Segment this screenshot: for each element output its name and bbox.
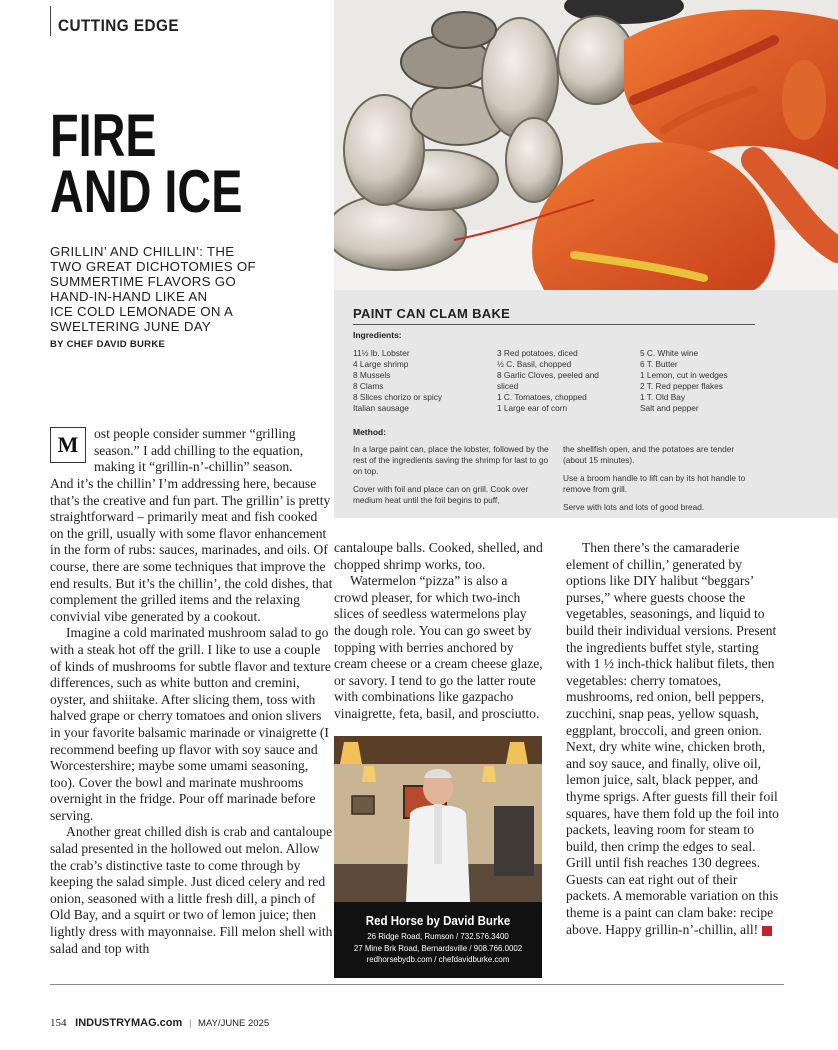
caption-websites: redhorsebydb.com / chefdavidburke.com: [366, 954, 510, 964]
column-2-body: [334, 540, 544, 723]
column-1-body: [50, 476, 334, 957]
ingredient-item: Salt and pepper: [640, 403, 699, 413]
lead-line: making it “grillin-n’-chillin” season.: [94, 459, 293, 475]
column-1-lead: [94, 426, 334, 476]
ingredient-item: 4 Large shrimp: [353, 359, 409, 369]
magazine-url[interactable]: INDUSTRYMAG.com: [75, 1017, 183, 1029]
article-subhead: [50, 244, 320, 334]
paragraph: Watermelon “pizza” is also a crowd pleaser, for which two-inch slices of seedless watermelons play the dough role. You can go sweet by topping with berries anchored by cream cheese or a cream cheese glaze, or savory. I tend to go the latter route with combinations like gazpacho vinaigrette, feta, basil, and prosciutto.: [334, 573, 543, 721]
paragraph: cantaloupe balls. Cooked, shelled, and chopped shrimp works, too.: [334, 540, 543, 572]
paragraph-text: Then there’s the camaraderie element of chillin,’ generated by options like DIY halibut “beggars’ purses,” where guests choose the vegetables, seasonings, and liquid to build their individual versions. Present the ingredients buffet style, starting with 1 ½ inch-thick halibut filets, then vegetables: cherry tomatoes, mushrooms, red onion, bell peppers, zucchini, snap peas, yellow squash, eggplant, broccoli, and green onion. Next, dry white wine, chicken broth, and soy sauce, and finally, olive oil, lemon juice, salt, black pepper, and thyme sprigs. After guests fill their foil squares, have them fold up the foil into packets, leaving room for steam to build, then crimp the edges to seal. Grill until fish reaches 130 degrees. Guests can eat right out of their packets. A memorable variation on this theme is a paint can clam bake: recipe above. Happy grillin-n’-chillin, all!: [566, 540, 779, 937]
footer-separator: |: [188, 1018, 192, 1029]
chef-photo-caption: [334, 902, 542, 978]
article-title: [50, 102, 243, 225]
subhead-line: TWO GREAT DICHOTOMIES OF: [50, 259, 256, 274]
ingredient-item: 11½ lb. Lobster: [353, 348, 410, 358]
subhead-line: GRILLIN’ AND CHILLIN’: THE: [50, 244, 235, 259]
title-line-2: AND ICE: [50, 158, 243, 225]
caption-address-2: 27 Mine Brk Road, Bernardsville / 908.766.0002: [353, 942, 523, 953]
method-right: [563, 444, 759, 520]
ingredients-column-2: [497, 348, 632, 414]
lead-line: season.” I add chilling to the equation,: [94, 442, 304, 458]
drop-cap: M: [50, 427, 86, 463]
ingredient-item: ½ C. Basil, chopped: [497, 359, 572, 369]
method-step: Cover with foil and place can on grill. Cook over medium heat until the foil begins to puff,: [353, 484, 529, 505]
paragraph: Another great chilled dish is crab and cantaloupe salad presented in the hollowed out melon. Allow the crab’s distinctive taste to come through by keeping the salad simple. Just diced celery and red onion, seasoned with a little fresh dill, a pinch of Old Bay, and a squirt or two of lemon juice; then lightly dress with mayonnaise. Fill melon shell with salad and top with: [50, 824, 333, 956]
method-label: Method:: [353, 427, 387, 437]
hero-photo-clams-lobster: [334, 0, 838, 290]
subhead-line: SUMMERTIME FLAVORS GO: [50, 274, 237, 289]
issue-date: MAY/JUNE 2025: [198, 1018, 270, 1029]
subhead-line: HAND-IN-HAND LIKE AN: [50, 289, 208, 304]
subhead-line: ICE COLD LEMONADE ON A: [50, 304, 234, 319]
chef-photo: [334, 736, 542, 902]
ingredient-item: 5 C. White wine: [640, 348, 699, 358]
byline: BY CHEF DAVID BURKE: [50, 339, 166, 350]
method-step: Use a broom handle to lift can by its hot handle to remove from grill.: [563, 473, 746, 494]
method-step: In a large paint can, place the lobster, followed by the rest of the ingredients saving the shrimp for last to go on top.: [353, 444, 549, 476]
ingredient-item: 3 Red potatoes, diced: [497, 348, 578, 358]
ingredient-item: 2 T. Red pepper flakes: [640, 381, 723, 391]
ingredient-item: 8 Slices chorizo or spicy: [353, 392, 442, 402]
ingredient-item: 1 Large ear of corn: [497, 403, 568, 413]
method-left: [353, 444, 549, 513]
ingredient-item: 1 Lemon, cut in wedges: [640, 370, 728, 380]
page-number: 154: [50, 1017, 67, 1029]
subhead-line: SWELTERING JUNE DAY: [50, 319, 212, 334]
paragraph: [566, 540, 784, 938]
ingredient-item: Italian sausage: [353, 403, 409, 413]
recipe-box: [334, 290, 838, 518]
method-step: the shellfish open, and the potatoes are tender (about 15 minutes).: [563, 444, 735, 465]
paragraph: And it’s the chillin’ I’m addressing here, because that’s the creative and fun part. The grillin’ is pretty straightforward – primarily meat and fish cooked on the grill, usually with some flavor enhancement in the form of rubs: sauces, marinades, and oils. Of course, there are some techniques that improve the end results. But it’s the chillin’, the cold dishes, that complement the grilled items and the relaxing convivial vibe generated by a cookout.: [50, 476, 333, 624]
ingredients-label: Ingredients:: [353, 330, 402, 340]
footer-rule: [50, 984, 784, 985]
lead-line: ost people consider summer “grilling: [94, 426, 296, 441]
title-line-1: FIRE: [50, 102, 157, 169]
column-3-body: [566, 540, 784, 938]
method-step: Serve with lots and lots of good bread.: [563, 502, 705, 512]
ingredients-column-1: [353, 348, 488, 414]
ingredient-item: 1 C. Tomatoes, chopped: [497, 392, 587, 402]
ingredient-item: 8 Garlic Cloves, peeled and: [497, 370, 599, 380]
ingredient-item: 8 Mussels: [353, 370, 391, 380]
ingredients-column-3: [640, 348, 775, 414]
ingredient-item: 8 Clams: [353, 381, 384, 391]
section-label: CUTTING EDGE: [58, 16, 180, 35]
section-rule: [50, 6, 51, 36]
end-mark-icon: I: [762, 926, 772, 936]
chef-illustration: [334, 736, 542, 902]
caption-address-1: 26 Ridge Road, Rumson / 732.576.3400: [367, 931, 509, 941]
page-footer: [50, 1017, 269, 1029]
ingredient-item: sliced: [497, 381, 519, 391]
recipe-title: PAINT CAN CLAM BAKE: [353, 306, 511, 321]
hero-illustration: [334, 0, 838, 290]
recipe-divider: [353, 324, 755, 325]
ingredient-item: 6 T. Butter: [640, 359, 678, 369]
paragraph: Imagine a cold marinated mushroom salad to go with a steak hot off the grill. I like to use a couple of kinds of mushrooms for subtle flavor and texture differences, such as white button and cremini, oyster, and shiitake. After slicing them, toss with halved grape or cherry tomatoes and onion slivers in your favorite balsamic marinade or vinaigrette (I recommend beefing up flavor with soy sauce and Worcestershire; maybe some umami seasoning, too). Cover the bowl and marinate mushrooms overnight in the fridge. Pour off marinade before serving.: [50, 625, 331, 823]
caption-title: Red Horse by David Burke: [365, 914, 511, 928]
ingredient-item: 1 T. Old Bay: [640, 392, 686, 402]
